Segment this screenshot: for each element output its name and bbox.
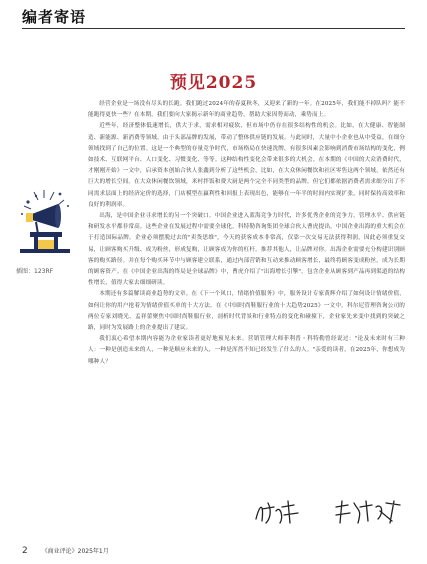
megaphone-illustration — [14, 184, 76, 259]
page-number: 2 — [22, 546, 28, 556]
paragraph: 经营企业是一场没有尽头的长跑。我们跑过2024年的春夏秋冬，又迎来了新的一年。在2025年，我们能不掉队吗？能不能跑得更快一些？在本期，我们要向大家揭示新年的商业趋势，帮助大家因势而动，乘势而上。 — [88, 101, 405, 119]
paragraph: 出海，是中国企业寻求增长的另一个突破口。中国企业进入蓝海竞争力时代，许多优秀企业的竞争力，管理水平、供应链和研发水平都非常高。这些企业在发展过程中需要全球化，科特勒咨询集团全球合伙人曹虎提出，中国企业出海的重大机会在于打造国际品牌。企业必须摆脱过去的"卖货思维"，今天的获客成本非常高，仅靠一次交易无法获得利润，因此必须重复交易，让顾客购买升级、成为粉丝，形成复购，让顾客成为你的杠杆。推荐其他人，让品牌对你。出海企业需要充分构建识别顾客的购买路径。并在每个购买环节中与顾客建立联系，通过内部营销和互动来推动顾客增长，最终将顾客变成粉丝，成为长期的顾客资产。在《中国企业出海的终局是全球品牌》中，曹虎介绍了"出海增长引擎"，包含企业从顾客到产品再到渠道的结构性增长，值得大家去细细研读。 — [88, 213, 405, 287]
image-credit: 插图：123RF — [16, 268, 54, 275]
editor-signature — [250, 497, 410, 527]
article-headline: 预见2025 — [169, 73, 258, 93]
page-footer — [22, 546, 109, 556]
paragraph: 我们衷心希望本期内容能为企业家读者更好地预见未来。营销管理大师菲利普・科特勒曾经说过："论及未来时有三种人：一种是创造未来的人，一种是顺应未来的人，一种是浑然不知已经发生了什么的人。"亲爱的读者，在2025年，你想成为哪种人？ — [88, 336, 405, 365]
paragraph: 本期还有多篇解读商业趋势的文章。在《下一个风口，情绪价值服务》中，服务设计专家黄辉介绍了如何设计情绪价值，如何让你的用户抢着为情绪价值买单的十大方法。在《中国时尚鞋服行业的十大趋势2025》一文中，科尔尼管理咨询公司的两位专家刘晓光、孟祥蕾聚焦中国时尚鞋服行业，剖析时代背景和行业特点的变化和碰撞下，企业家先来变中找到的突破之路，同时为发展路上的企业提出了建议。 — [88, 291, 405, 332]
header-divider — [22, 28, 405, 29]
paragraph: 近些年，经济整体低速增长，供大于求，需求相对疲软，但市场中仍存在很多结构性的机会。比如，在大健康、智能制造、新能源、新消费等领域，由于头部品牌的发展，带动了整体供应链的发展。与此同时，大量中小企业也从中受益，在细分领域找到了自己的位置。这是一个典型的存量竞争时代，市场格局在快速洗牌，有很多因素会影响到消费市场结构的变化，例如技术、互联网平台、人口变化、习惯变化、等等。这种结构性变化会带来很多的大机会。在本期的《中国的大众消费时代，才刚刚开始》一文中，启承资本创始合伙人张鑫到分析了这些机会，比如，在大众休闲餐饮和社区零售这两个领域，依然还有巨大的增长空间。在大众休闲餐饮领域，米村拌饭和费大厨是两个完全不同类型的品牌，但它们都依据消费者需求细分出了不同需求层面上的经济定价的选择，门店模型在赢利性和回报上表现出色，能够在一年半的时间内实现扩张，同时保持高效率和良好的利润率。 — [88, 123, 405, 208]
publication-info: 《商业评论》2025年1月 — [41, 548, 109, 555]
article-body — [88, 99, 405, 368]
section-header-title: 编者寄语 — [22, 8, 87, 26]
